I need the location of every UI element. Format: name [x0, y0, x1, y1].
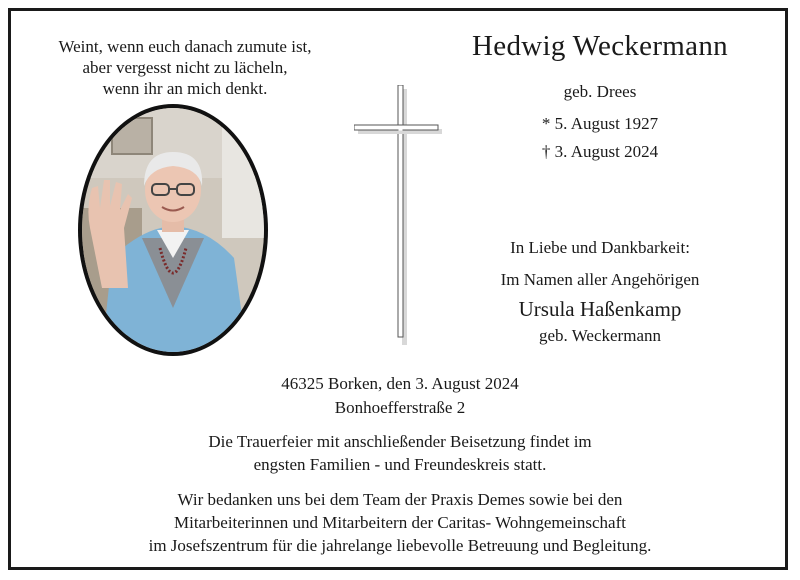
quote-line-3: wenn ihr an mich denkt.	[102, 79, 268, 98]
deceased-name: Hedwig Weckermann	[472, 30, 728, 62]
quote-line-2: aber vergesst nicht zu lächeln,	[82, 58, 288, 77]
address-line-2: Bonhoefferstraße 2	[334, 398, 466, 417]
mourner-birth-name: geb. Weckermann	[539, 326, 661, 345]
death-date: † 3. August 2024	[541, 142, 659, 161]
funeral-line-1: Die Trauerfeier mit anschließender Beisetzung findet im	[208, 432, 592, 451]
quote-line-1: Weint, wenn euch danach zumute ist,	[58, 37, 312, 56]
portrait-photo	[78, 104, 268, 356]
birth-date: * 5. August 1927	[541, 114, 659, 133]
deceased-birth-name: geb. Drees	[563, 82, 637, 101]
thanks-line-3: im Josefszentrum für die jahrelange liebevolle Betreuung und Begleitung.	[148, 536, 652, 555]
thanks-line-2: Mitarbeiterinnen und Mitarbeitern der Caritas- Wohngemeinschaft	[174, 513, 626, 532]
portrait-illustration	[82, 108, 264, 352]
memorial-quote	[20, 36, 350, 99]
address-line-1: 46325 Borken, den 3. August 2024	[281, 374, 519, 393]
thanks-line-1: Wir bedanken uns bei dem Team der Praxis Demes sowie bei den	[177, 490, 623, 509]
mourners-line-2: Im Namen aller Angehörigen	[500, 270, 700, 289]
mourner-name: Ursula Haßenkamp	[518, 297, 682, 321]
funeral-line-2: engsten Familien - und Freundeskreis statt.	[253, 455, 547, 474]
mourners-line-1: In Liebe und Dankbarkeit:	[510, 238, 690, 257]
